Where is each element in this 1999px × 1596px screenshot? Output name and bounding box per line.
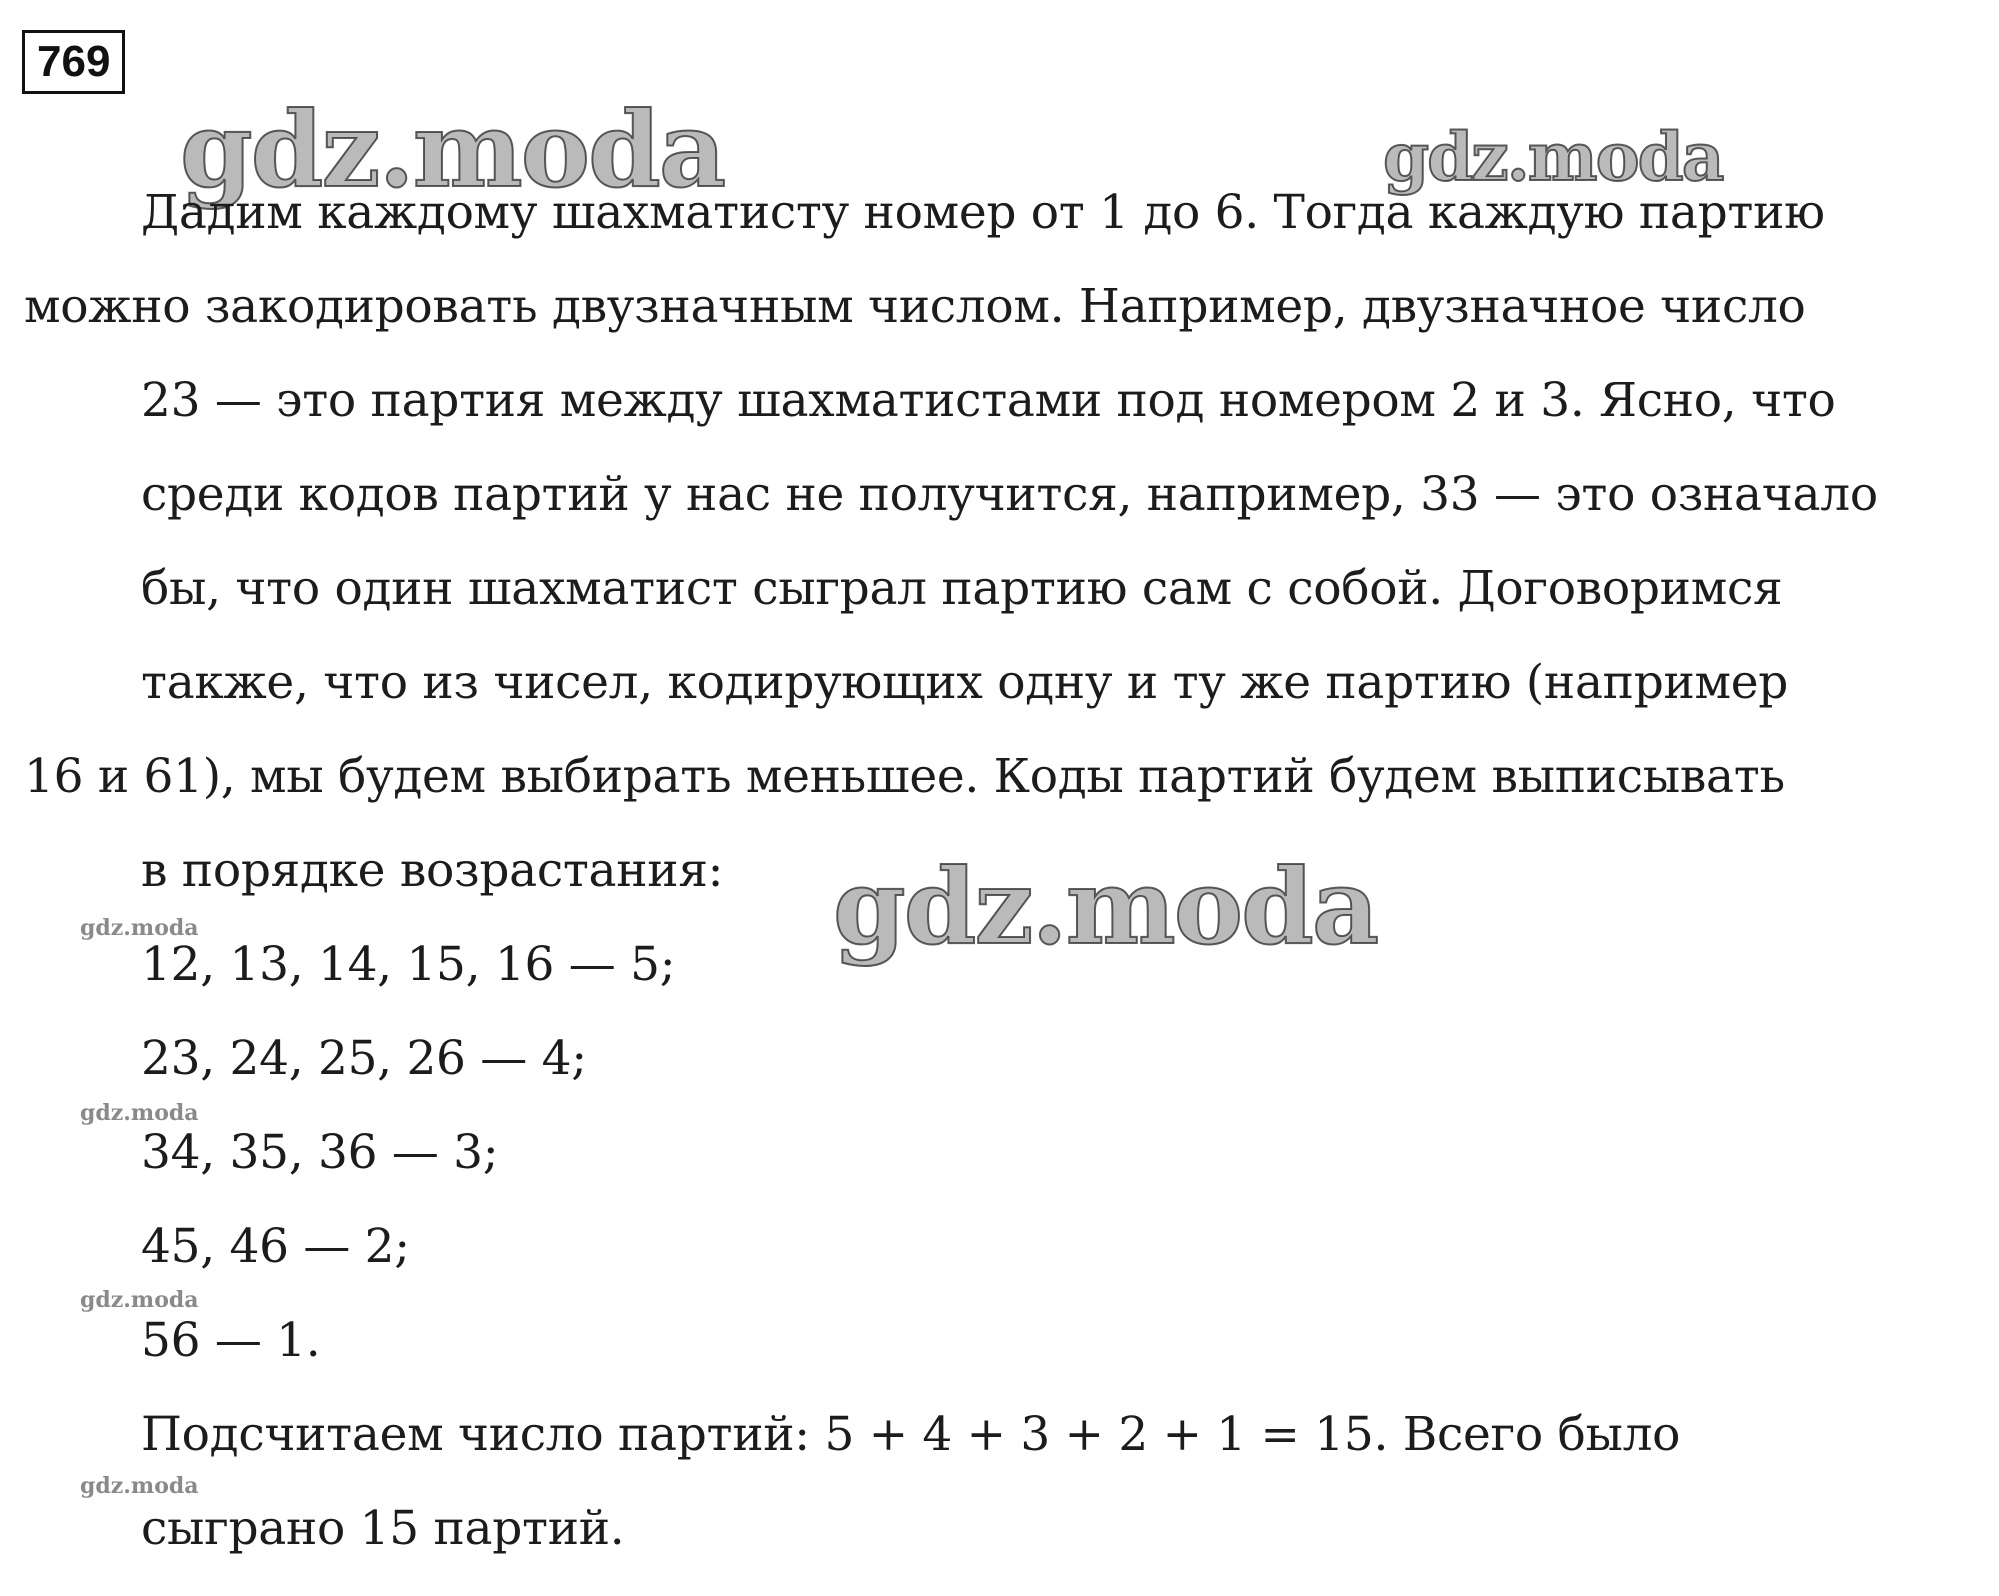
- paragraph-line-4: среди кодов партий у нас не получится, например, 33 — это означало: [141, 467, 1878, 522]
- watermark-small-2: gdz.moda: [80, 1100, 199, 1126]
- code-line-1: 12, 13, 14, 15, 16 — 5;: [141, 937, 676, 992]
- code-line-2: 23, 24, 25, 26 — 4;: [141, 1031, 587, 1086]
- paragraph-line-5: бы, что один шахматист сыграл партию сам с собой. Договоримся: [141, 561, 1783, 616]
- problem-number-box: 769: [22, 30, 125, 94]
- watermark-small-3: gdz.moda: [80, 1287, 199, 1313]
- code-line-4: 45, 46 — 2;: [141, 1219, 410, 1274]
- code-line-3: 34, 35, 36 — 3;: [141, 1125, 499, 1180]
- paragraph-line-1: Дадим каждому шахматисту номер от 1 до 6. Тогда каждую партию: [141, 185, 1825, 240]
- watermark-small-1: gdz.moda: [80, 915, 199, 941]
- paragraph-line-6: также, что из чисел, кодирующих одну и ту же партию (например: [141, 655, 1789, 710]
- conclusion-line-2: сыграно 15 партий.: [141, 1501, 625, 1556]
- paragraph-line-2: можно закодировать двузначным числом. Например, двузначное число: [24, 279, 1806, 334]
- paragraph-line-3: 23 — это партия между шахматистами под номером 2 и 3. Ясно, что: [141, 373, 1836, 428]
- watermark-center: gdz.moda: [833, 845, 1378, 968]
- code-line-5: 56 — 1.: [141, 1313, 321, 1368]
- watermark-small-4: gdz.moda: [80, 1473, 199, 1499]
- conclusion-line-1: Подсчитаем число партий: 5 + 4 + 3 + 2 + 1 = 15. Всего было: [141, 1407, 1681, 1462]
- paragraph-line-7: 16 и 61), мы будем выбирать меньшее. Коды партий будем выписывать: [24, 749, 1785, 804]
- watermark-top-left: gdz.moda: [180, 88, 725, 211]
- watermark-top-right: gdz.moda: [1383, 118, 1723, 196]
- paragraph-line-8: в порядке возрастания:: [141, 843, 724, 898]
